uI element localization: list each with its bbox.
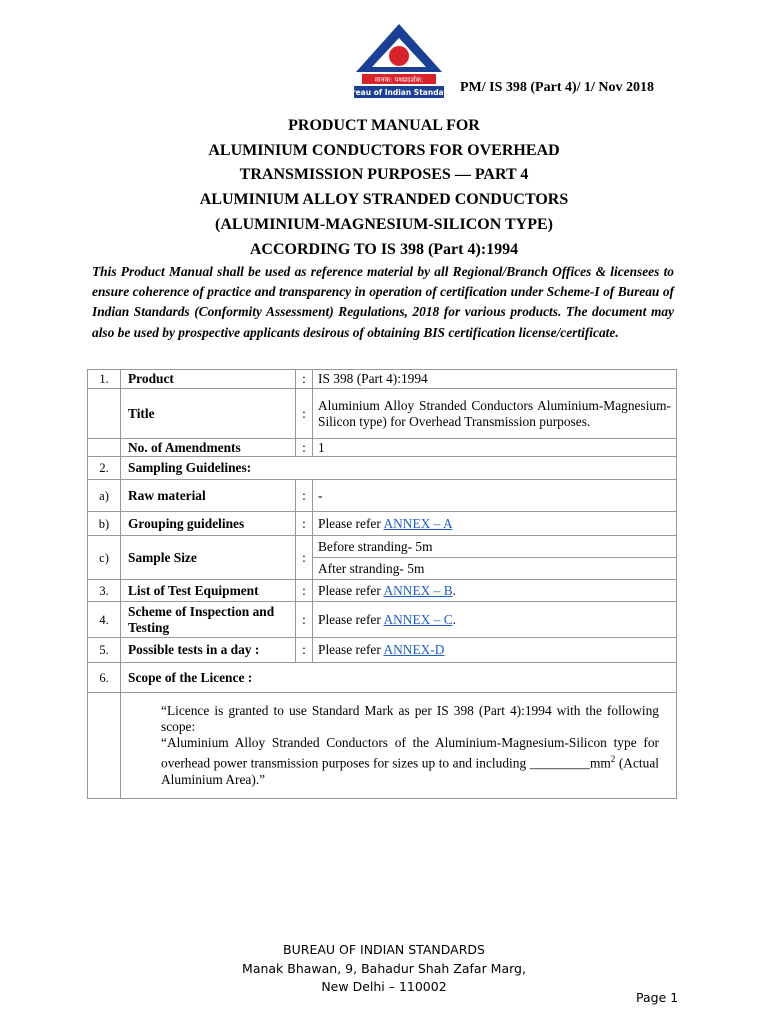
scope-text: “Aluminium Alloy Stranded Conductors of the Aluminium-Magnesium-Silicon type for overhead power transmission purposes for sizes up to and including bbox=[161, 735, 659, 771]
annex-a-link[interactable]: ANNEX – A bbox=[383, 515, 453, 531]
row-number: a) bbox=[88, 480, 121, 512]
bis-logo-graphic bbox=[340, 20, 458, 100]
title-line: (ALUMINIUM-MAGNESIUM-SILICON TYPE) bbox=[215, 215, 553, 233]
row-value: 1 bbox=[313, 439, 677, 457]
value-prefix: Please refer bbox=[318, 515, 381, 531]
row-value bbox=[313, 638, 677, 663]
table-row bbox=[88, 663, 677, 693]
annex-b-link[interactable]: ANNEX – B bbox=[383, 582, 453, 598]
row-value: Aluminium Alloy Stranded Conductors Aluminium-Magnesium-Silicon type) for Overhead Transmission purposes. bbox=[313, 389, 677, 439]
row-number: 5. bbox=[88, 638, 121, 663]
row-number: 3. bbox=[88, 580, 121, 602]
footer-line: Manak Bhawan, 9, Bahadur Shah Zafar Marg, bbox=[242, 960, 526, 976]
row-value bbox=[313, 602, 677, 638]
row-label: Scheme of Inspection and Testing bbox=[121, 602, 296, 638]
title-line: ACCORDING TO IS 398 (Part 4):1994 bbox=[249, 240, 519, 258]
footer-line: BUREAU OF INDIAN STANDARDS bbox=[283, 942, 485, 957]
row-label: Sampling Guidelines: bbox=[121, 457, 677, 480]
title-line: ALUMINIUM ALLOY STRANDED CONDUCTORS bbox=[199, 191, 569, 209]
row-label: Raw material bbox=[121, 480, 296, 512]
value-prefix: Please refer bbox=[318, 611, 381, 627]
product-details-table bbox=[87, 369, 677, 799]
row-number: 4. bbox=[88, 602, 121, 638]
table-row bbox=[88, 457, 677, 480]
row-label: Grouping guidelines bbox=[121, 512, 296, 536]
size-blank: _________ bbox=[529, 755, 590, 771]
colon: : bbox=[296, 389, 313, 439]
value-suffix: . bbox=[452, 611, 456, 627]
row-number bbox=[88, 693, 121, 799]
table-row bbox=[88, 602, 677, 638]
colon: : bbox=[296, 536, 313, 580]
footer-address bbox=[0, 941, 768, 997]
title-line: TRANSMISSION PURPOSES — PART 4 bbox=[239, 166, 529, 184]
scope-paragraph: “Licence is granted to use Standard Mark as per IS 398 (Part 4):1994 with the following scope: bbox=[161, 703, 659, 735]
row-label: No. of Amendments bbox=[121, 439, 296, 457]
colon: : bbox=[296, 512, 313, 536]
unit-text: mm bbox=[589, 755, 611, 771]
intro-paragraph: This Product Manual shall be used as reference material by all Regional/Branch Offices & licensees to ensure coherence of practice and transparency in operation of certification under Scheme-I of Bureau of Indian Standards (Conformity Assessment) Regulations, 2018 for various products. The document may also be used by prospective applicants desirous of obtaining BIS certification license/certificate. bbox=[92, 264, 674, 340]
row-label: List of Test Equipment bbox=[121, 580, 296, 602]
row-number: c) bbox=[88, 536, 121, 580]
bis-logo bbox=[340, 20, 458, 100]
colon: : bbox=[296, 602, 313, 638]
logo-english-text: Bureau of Indian Standards bbox=[340, 88, 458, 97]
row-label: Sample Size bbox=[121, 536, 296, 580]
table-row bbox=[88, 693, 677, 799]
document-reference: PM/ IS 398 (Part 4)/ 1/ Nov 2018 bbox=[460, 80, 655, 95]
scope-paragraph bbox=[161, 735, 659, 787]
table-row bbox=[88, 512, 677, 536]
row-value: After stranding- 5m bbox=[313, 558, 677, 580]
colon: : bbox=[296, 370, 313, 389]
colon: : bbox=[296, 480, 313, 512]
value-prefix: Please refer bbox=[318, 582, 381, 598]
footer-line: New Delhi – 110002 bbox=[321, 979, 447, 995]
table-row bbox=[88, 638, 677, 663]
value-suffix: . bbox=[452, 582, 456, 598]
row-value bbox=[313, 512, 677, 536]
row-label: Title bbox=[121, 389, 296, 439]
row-value bbox=[313, 580, 677, 602]
value-prefix: Please refer bbox=[318, 642, 381, 657]
row-number: 1. bbox=[88, 370, 121, 389]
table-row bbox=[88, 389, 677, 439]
row-value: - bbox=[313, 480, 677, 512]
scope-of-licence-text bbox=[121, 693, 677, 799]
row-value: Before stranding- 5m bbox=[313, 536, 677, 558]
annex-d-link[interactable]: ANNEX-D bbox=[383, 642, 445, 657]
title-line: ALUMINIUM CONDUCTORS FOR OVERHEAD bbox=[208, 141, 560, 159]
logo-hindi-text: मानक: पथप्रदर्शक: bbox=[374, 76, 424, 84]
row-label: Product bbox=[121, 370, 296, 389]
row-label: Possible tests in a day : bbox=[121, 638, 296, 663]
row-number bbox=[88, 439, 121, 457]
row-number bbox=[88, 389, 121, 439]
annex-c-link[interactable]: ANNEX – C bbox=[383, 611, 453, 627]
colon: : bbox=[296, 580, 313, 602]
table-row bbox=[88, 580, 677, 602]
page-number: Page 1 bbox=[636, 990, 679, 1005]
row-number: b) bbox=[88, 512, 121, 536]
table-row bbox=[88, 480, 677, 512]
colon: : bbox=[296, 638, 313, 663]
title-line: PRODUCT MANUAL FOR bbox=[288, 117, 480, 134]
table-row bbox=[88, 370, 677, 389]
document-title bbox=[84, 114, 684, 262]
row-value: IS 398 (Part 4):1994 bbox=[313, 370, 677, 389]
table-row bbox=[88, 439, 677, 457]
row-number: 6. bbox=[88, 663, 121, 693]
colon: : bbox=[296, 439, 313, 457]
table-row bbox=[88, 536, 677, 558]
row-number: 2. bbox=[88, 457, 121, 480]
scope-text: (Actual Aluminium Area).” bbox=[161, 755, 659, 787]
unit-superscript: 2 bbox=[610, 754, 616, 765]
row-label: Scope of the Licence : bbox=[121, 663, 677, 693]
